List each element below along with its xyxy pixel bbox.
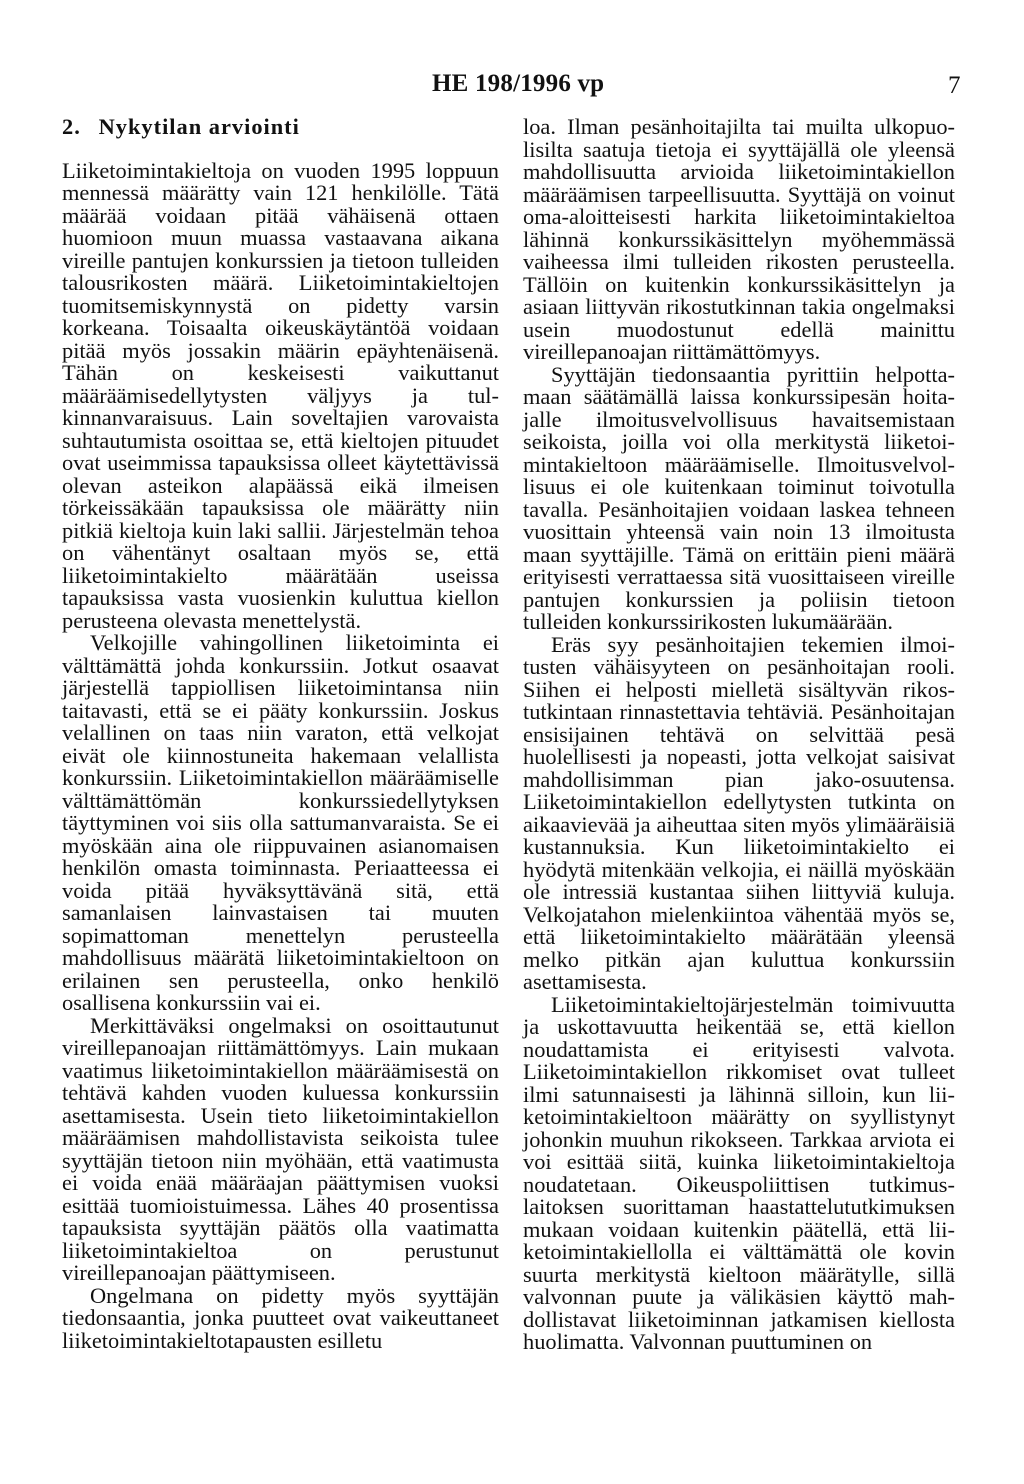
left-column <box>62 116 499 1352</box>
paragraph: Velkojille vahingollinen liiketoiminta ei välttämättä johda konkurssiin. Jotkut osaavat järjestellä tappiollisen liiketoimintansa niin taitavasti, että se ei pääty konkurssiin. Joskus velallinen on taas niin varaton, että velkojat eivät ole kiinnostuneita hakemaan velallista konkurssiin. Liiketoimintakiellon määräämiselle välttämättömän konkurssiedellytyksen täyttyminen voi siis olla sattumanvaraista. Se ei myöskään aina ole riippuvainen asianomaisen henkilön omasta toiminnasta. Periaatteessa ei voida pitää hyväksyttävänä sitä, että samanlaisen lainvastaisen tai muuten sopimattoman menettelyn perusteella mahdollisuus määrätä liiketoimintakieltoon on erilainen sen perusteella, onko henkilö osallisena konkurssiin vai ei. <box>62 630 499 1015</box>
page-header <box>0 70 1024 104</box>
paragraph: Syyttäjän tiedonsaantia pyrittiin helpottamaan säätämällä laissa konkurssipesän hoitajalle ilmoitusvelvollisuus havaitsemistaan seikoista, joilla voi olla merkitystä liiketoimintakieltoon määräämiselle. Ilmoitusvelvollisuus ei ole kuitenkaan toiminut toivotulla tavalla. Pesänhoitajien voidaan laskea tehneen vuosittain yhteensä vain noin 13 ilmoitusta maan syyttäjille. Tämä on erittäin pieni määrä erityisesti verrattaessa sitä vuosittaiseen vireille pantujen konkurssien ja poliisin tietoon tulleiden konkurssirikosten lukumäärään. <box>523 361 955 634</box>
paragraph: Merkittäväksi ongelmaksi on osoittautunut vireillepanoajan riittämättömyys. Lain mukaan vaatimus liiketoimintakiellon määräämisestä on tehtävä kahden vuoden kuluessa konkurssiin asettamisesta. Usein tieto liiketoimintakiellon määräämisen mahdollistavista seikoista tulee syyttäjän tietoon niin myöhään, että vaatimusta ei voida enää määräajan päättymisen vuoksi esittää tuomioistuimessa. Lähes 40 prosentissa tapauksista syyttäjän päätös olla vaatimatta liiketoimintakieltoa on perustunut vireillepanoajan päättymiseen. <box>62 1012 499 1285</box>
right-column <box>523 116 955 1354</box>
paragraph: loa. Ilman pesänhoitajilta tai muilta ulkopuolisilta saatuja tietoja ei syyttäjällä ole yleensä mahdollisuutta arvioida liiketoimintakiellon määräämisen tarpeellisuutta. Syyttäjä on voinut oma-aloitteisesti harkita liiketoimintakieltoa lähinnä konkurssikäsittelyn myöhemmässä vaiheessa ilmi tulleiden rikosten perusteella. Tällöin on kuitenkin konkurssikäsittelyn ja asiaan liittyvän rikostutkinnan takia ongelmaksi usein muodostunut edellä mainittu vireillepanoajan riittämättömyys. <box>523 114 955 364</box>
paragraph: Liiketoimintakieltoja on vuoden 1995 loppuun mennessä määrätty vain 121 henkilölle. Tätä määrää voidaan pitää vähäisenä ottaen huomioon muun muassa vastaavana aikana vireille pantujen konkurssien ja tietoon tulleiden talousrikosten määrä. Liiketoimintakieltojen tuomitsemiskynnystä on pidetty varsin korkeana. Toisaalta oikeuskäytäntöä voidaan pitää myös jossakin määrin epäyhtenäisenä. Tähän on keskeisesti vaikuttanut määräämisedellytysten väljyys ja tulkinnanvaraisuus. Lain soveltajien varovaista suhtautumista osoittaa se, että kieltojen pituudet ovat useimmissa tapauksissa olleet käytettävissä olevan asteikon alapäässä eikä ilmeisen törkeissäkään tapauksissa ole määrätty niin pitkiä kieltoja kuin laki sallii. Järjestelmän tehoa on vähentänyt osaltaan myös se, että liiketoimintakielto määrätään useissa tapauksissa vasta vuosienkin kuluttua kiellon perusteena olevasta menettelystä. <box>62 157 499 633</box>
document-id: HE 198/1996 vp <box>432 70 605 97</box>
page-number: 7 <box>948 72 961 99</box>
paragraph: Liiketoimintakieltojärjestelmän toimivuutta ja uskottavuutta heikentää se, että kiellon noudattamista ei erityisesti valvota. Liiketoimintakiellon rikkomiset ovat tulleet ilmi satunnaisesti ja lähinnä silloin, kun liiketoimintakieltoon määrätty on syyllistynyt johonkin muuhun rikokseen. Tarkkaa arviota ei voi esittää siitä, kuinka liiketoimintakieltoja noudatetaan. Oikeuspoliittisen tutkimuslaitoksen suorittaman haastattelututkimuksen mukaan voidaan kuitenkin päätellä, että liiketoimintakiellolla ei välttämättä ole kovin suurta merkitystä kieltoon määrätylle, sillä valvonnan puute ja välikäsien käyttö mahdollistavat liiketoiminnan jatkamisen kiellosta huolimatta. Valvonnan puuttuminen on <box>523 991 955 1354</box>
section-title: Nykytilan arviointi <box>98 114 300 139</box>
paragraph: Eräs syy pesänhoitajien tekemien ilmoitusten vähäisyyteen on pesänhoitajan rooli. Siihen ei helposti mielletä sisältyvän rikostutkintaan rinnastettavia tehtäviä. Pesänhoitajan ensisijainen tehtävä on selvittää pesä huolellisesti ja nopeasti, jotta velkojat saisivat mahdollisimman pian jako-osuutensa. Liiketoimintakiellon edellytysten tutkinta on aikaavievää ja aiheuttaa siten myös ylimääräisiä kustannuksia. Kun liiketoimintakielto ei hyödytä mitenkään velkojia, ei näillä myöskään ole intressiä kustantaa siihen liittyviä kuluja. Velkojatahon mielenkiintoa vähentää myös se, että liiketoimintakielto määrätään yleensä melko pitkän ajan kuluttua konkurssiin asettamisesta. <box>523 631 955 994</box>
section-heading <box>62 116 499 139</box>
paragraph: Ongelmana on pidetty myös syyttäjän tiedonsaantia, jonka puutteet ovat vaikeuttaneet liiketoimintakieltotapausten esilletu <box>62 1282 499 1353</box>
section-number: 2. <box>62 114 81 139</box>
